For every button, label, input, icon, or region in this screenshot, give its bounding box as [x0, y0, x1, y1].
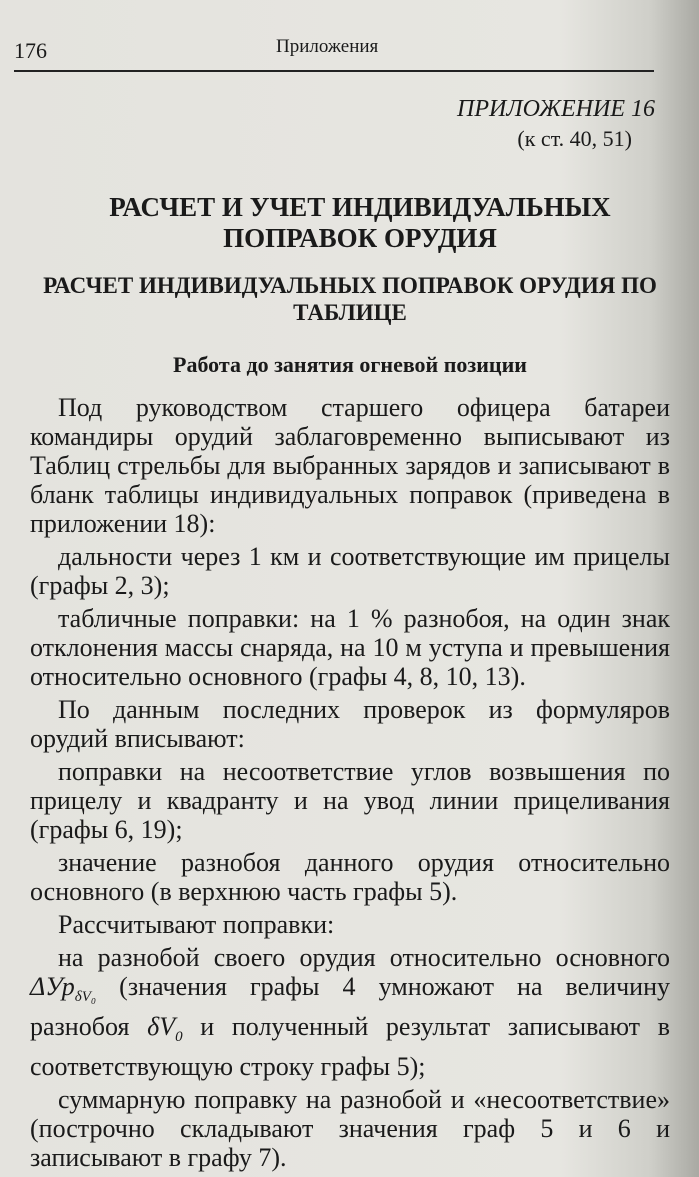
list-item: табличные поправки: на 1 % разнобоя, на один знак отклонения массы снаряда, на 10 м уступа и превышения относительно основного (графы 4, 8, 10, 13). [30, 604, 670, 691]
appendix-reference: (к ст. 40, 51) [517, 126, 632, 151]
body-text [30, 393, 670, 1176]
appendix-label: ПРИЛОЖЕНИЕ 16 [457, 96, 655, 122]
paragraph: Рассчитывают поправки: [58, 910, 335, 939]
page-header [14, 30, 654, 72]
subtitle: РАСЧЕТ ИНДИВИДУАЛЬНЫХ ПОПРАВОК ОРУДИЯ ПО ТАБЛИЦЕ [43, 273, 657, 325]
section-heading: Работа до занятия огневой позиции [173, 352, 527, 377]
list-item: суммарную поправку на разнобой и «несоответствие» (построчно складывают значения граф 5 и 6 и записывают в графу 7). [30, 1085, 670, 1173]
formula-symbol [30, 972, 97, 1006]
formula-symbol-base: δV [147, 1012, 176, 1042]
list-item: дальности через 1 км и соответствующие им прицелы (графы 2, 3); [30, 542, 670, 600]
list-item: поправки на несоответствие углов возвышения по прицелу и квадранту и на увод линии прицеливания (графы 6, 19); [30, 757, 670, 844]
text-fragment: на разнобой своего орудия относительно основного [58, 943, 670, 972]
text-fragment: и полученный результат записывают в соответствующую строку графы 5); [30, 1012, 670, 1082]
running-title: Приложения [276, 36, 379, 57]
formula-symbol-subscript: δV₀ [74, 989, 97, 1006]
paragraph: По данным последних проверок из формуляров орудий вписывают: [30, 695, 670, 753]
paragraph: Под руководством старшего офицера батареи командиры орудий заблаговременно выписывают из Таблиц стрельбы для выбранных зарядов и записывают в бланк таблицы индивидуальных поправок (приведена в приложении 18): [30, 393, 670, 538]
list-item [30, 943, 670, 1081]
formula-symbol-subscript: 0 [175, 1029, 183, 1046]
main-title: РАСЧЕТ И УЧЕТ ИНДИВИДУАЛЬНЫХ ПОПРАВОК ОРУДИЯ [109, 192, 611, 253]
text-fragment: (значения графы 4 умножают на величину разнобоя [30, 972, 671, 1042]
list-item: значение разнобоя данного орудия относительно основного (в верхнюю часть графы 5). [30, 848, 670, 906]
page-number: 176 [14, 38, 47, 63]
formula-symbol-base: ΔУр [30, 972, 75, 1001]
formula-symbol [147, 1012, 183, 1046]
